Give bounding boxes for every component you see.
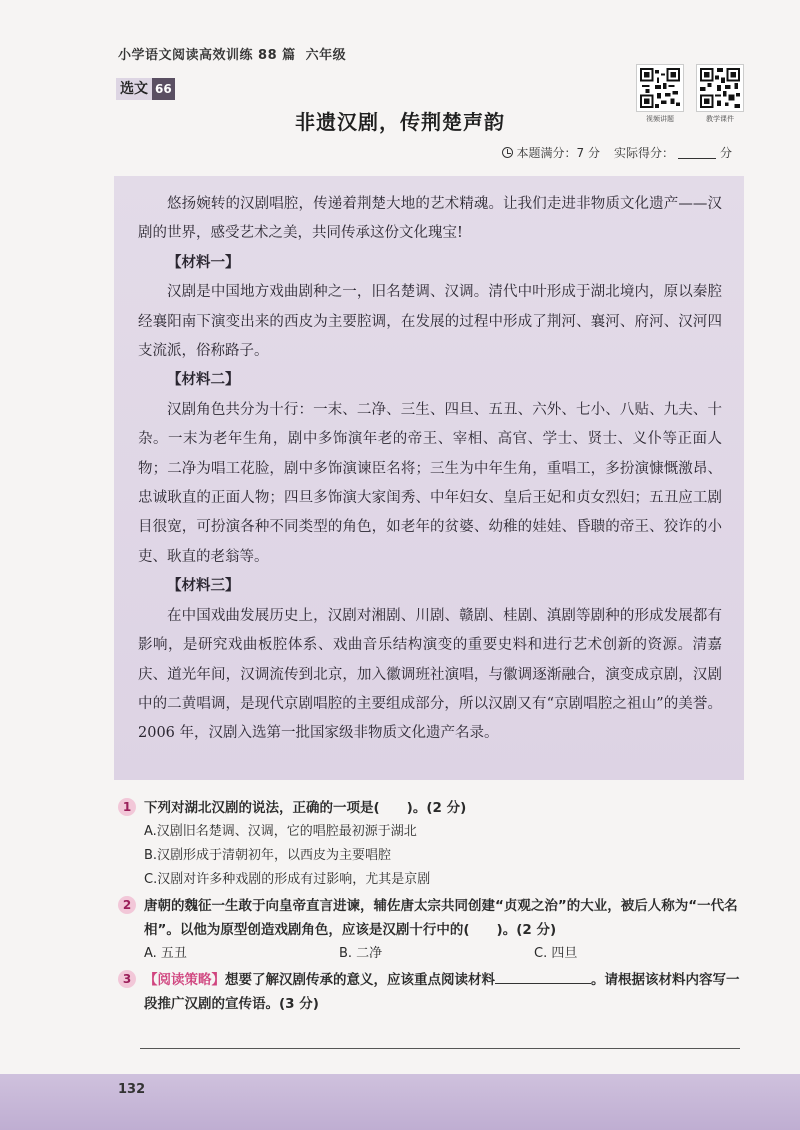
- qr-code-icon: [636, 64, 684, 112]
- score-unit: 分: [719, 146, 732, 160]
- material-paragraph: 汉剧是中国地方戏曲剧种之一，旧名楚调、汉调。清代中叶形成于湖北境内，原以秦腔经襄阳南下演变出来的西皮为主要腔调，在发展的过程中形成了荆河、襄河、府河、汉河四支流派，俗称路子。: [138, 284, 722, 360]
- question-3: [118, 968, 748, 1016]
- grade-label: 六年级: [305, 48, 347, 63]
- clock-icon: [502, 147, 513, 158]
- question-2: [118, 894, 748, 966]
- material-paragraph: 汉剧角色共分为十行：一末、二净、三生、四旦、五丑、六外、七小、八贴、九夫、十杂。一末为老年生角，剧中多饰演年老的帝王、宰相、高官、学士、贤士、义仆等正面人物；二净为唱工花脸，剧中多饰演谏臣名将；三生为中年生角，重唱工，多扮演慷慨激昂、忠诚耿直的正面人物；四旦多饰演大家闺秀、中年妇女、皇后王妃和贞女烈妇；五丑应工剧目很宽，可扮演各种不同类型的角色，如老年的贫婆、幼稚的娃娃、昏聩的帝王、狡诈的小吏、耿直的老翁等。: [138, 401, 722, 565]
- question-text: [144, 968, 748, 1016]
- qr-video[interactable]: [636, 64, 684, 124]
- question-text: 下列对湖北汉剧的说法，正确的一项是( )。(2 分): [144, 800, 467, 816]
- book-title: 小学语文阅读高效训练 88 篇: [118, 48, 296, 63]
- question-number: 1: [118, 798, 136, 816]
- actual-score-label: 实际得分：: [613, 146, 674, 160]
- option-a[interactable]: A.汉剧旧名楚调、汉调，它的唱腔最初源于湖北: [144, 824, 417, 839]
- qr-caption: 视频讲题: [646, 115, 674, 123]
- reading-passage: [114, 176, 744, 780]
- material-heading: 【材料二】: [167, 372, 240, 389]
- score-line: [502, 144, 732, 161]
- option-b[interactable]: B. 二净: [339, 946, 383, 961]
- qr-caption: 教学课件: [706, 115, 734, 123]
- answer-line[interactable]: [140, 1048, 740, 1049]
- question-text-part2: 。请根据该材料内容写一段推广汉剧的宣传语。(3 分): [144, 972, 740, 1012]
- badge-number: 66: [152, 78, 175, 100]
- page-number: 132: [118, 1082, 146, 1097]
- question-1: [118, 796, 748, 892]
- page-title: 非遗汉剧，传荆楚声韵: [295, 110, 505, 134]
- material-heading: 【材料三】: [167, 578, 240, 595]
- question-list: [118, 796, 748, 1018]
- material-blank[interactable]: [495, 970, 591, 984]
- option-c[interactable]: C.汉剧对许多种戏剧的形成有过影响，尤其是京剧: [144, 872, 431, 887]
- qr-courseware[interactable]: [696, 64, 744, 124]
- material-paragraph: 在中国戏曲发展历史上，汉剧对湘剧、川剧、赣剧、桂剧、滇剧等剧种的形成发展都有影响，是研究戏曲板腔体系、戏曲音乐结构演变的重要史料和进行艺术创新的资源。清嘉庆、道光年间，汉调流传到北京，加入徽调班社演唱，与徽调逐渐融合，演变成京剧，汉剧中的二黄唱调，是现代京剧唱腔的主要组成部分，所以汉剧又有“京剧唱腔之祖山”的美誉。2006 年，汉剧入选第一批国家级非物质文化遗产名录。: [138, 607, 722, 742]
- question-text: 唐朝的魏征一生敢于向皇帝直言进谏，辅佐唐太宗共同创建“贞观之治”的大业，被后人称为“一代名相”。以他为原型创造戏剧角色，应该是汉剧十行中的( )。(2 分): [144, 898, 738, 938]
- options-row: [144, 942, 748, 966]
- passage-badge: [116, 78, 175, 100]
- material-heading: 【材料一】: [167, 254, 240, 271]
- question-number: 2: [118, 896, 136, 914]
- option-b[interactable]: B.汉剧形成于清朝初年，以西皮为主要唱腔: [144, 848, 392, 863]
- full-score: 本题满分：7 分: [516, 146, 600, 160]
- question-number: 3: [118, 970, 136, 988]
- option-a[interactable]: A. 五丑: [144, 946, 187, 961]
- score-blank[interactable]: [678, 147, 716, 159]
- strategy-tag: 【阅读策略】: [144, 972, 225, 988]
- badge-label: 选文: [116, 78, 152, 100]
- option-c[interactable]: C. 四旦: [534, 946, 578, 961]
- book-header: [118, 44, 346, 63]
- qr-code-icon: [696, 64, 744, 112]
- question-text-part1: 想要了解汉剧传承的意义，应该重点阅读材料: [225, 972, 495, 988]
- intro-paragraph: 悠扬婉转的汉剧唱腔，传递着荆楚大地的艺术精魂。让我们走进非物质文化遗产——汉剧的世界，感受艺术之美，共同传承这份文化瑰宝!: [138, 196, 722, 242]
